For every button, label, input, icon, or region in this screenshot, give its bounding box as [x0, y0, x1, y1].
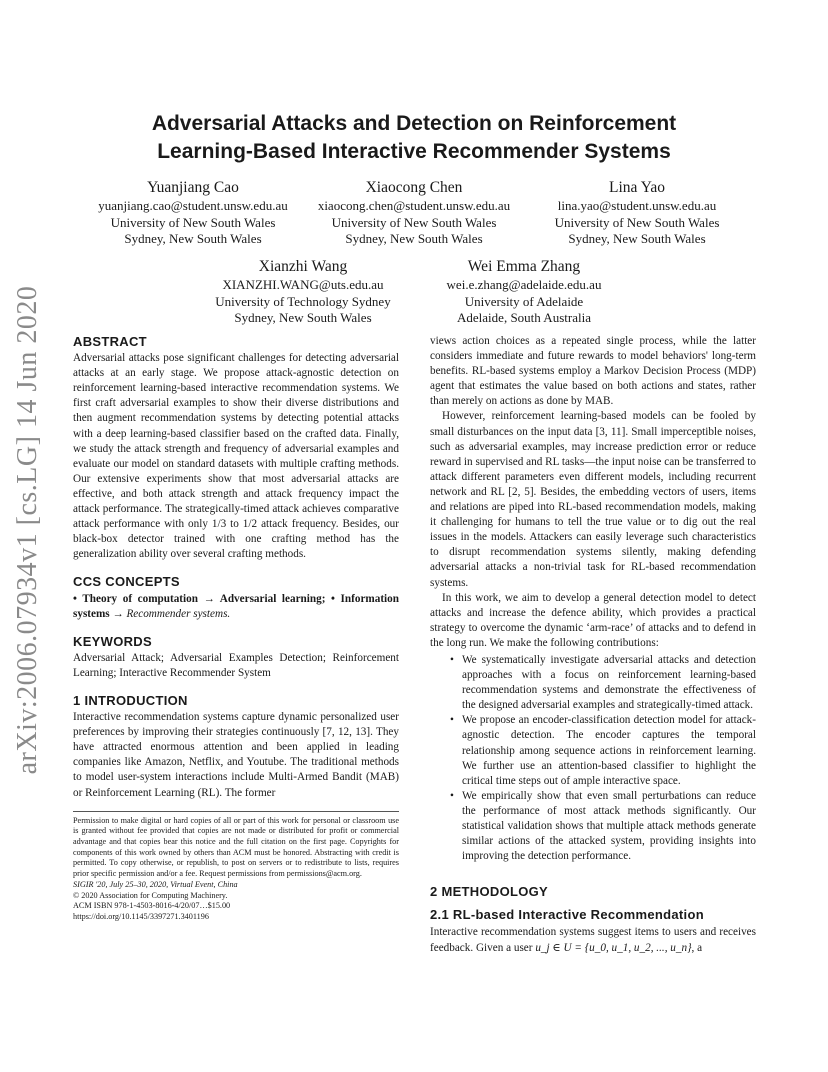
methodology-text-end: , a	[691, 941, 703, 954]
author-email: xiaocong.chen@student.unsw.edu.au	[317, 198, 511, 213]
author-location: Adelaide, South Australia	[457, 310, 591, 325]
author-block	[78, 178, 308, 248]
intro-paragraph-1: Interactive recommendation systems capture dynamic personalized user preferences by improving their strategies continuously [7, 12, 13]. They have attracted enormous attention and been applied in leading companies like Amazon, Netflix, and Youtube. The traditional methods to model user-system interactions include Multi-Armed Bandit (MAB) or Reinforcement Learning (RL). The former	[73, 711, 399, 799]
contribution-list	[430, 653, 756, 864]
keywords-heading: KEYWORDS	[73, 633, 152, 649]
author-affiliation: University of New South Wales	[554, 214, 720, 230]
author-email: wei.e.zhang@adelaide.edu.au	[446, 277, 602, 292]
intro-paragraph-1-continued: views action choices as a repeated single process, while the latter considers immediate and future rewards to model behaviors' long-term benefits. RL-based systems employ a Markov Decision Process (MDP) agent that estimates the value based on both actions and states, rather than merely on actions as done by MAB.	[430, 335, 756, 408]
author-affiliation: University of Adelaide	[464, 293, 584, 309]
author-email: yuanjiang.cao@student.unsw.edu.au	[98, 198, 288, 213]
doi-text: https://doi.org/10.1145/3397271.3401196	[73, 911, 209, 921]
permission-text: Permission to make digital or hard copies of all or part of this work for personal or classroom use is granted without fee provided that copies are not made or distributed for profit or commercial advantage and that copies bear this notice and the full citation on the first page. Copyrights for components of this work owned by others than ACM must be honored. Abstracting with credit is permitted. To copy otherwise, or republish, to post on servers or to redistribute to lists, requires prior specific permission and/or a fee. Request permissions from permissions@acm.org.	[73, 815, 399, 879]
title-line-1: Adversarial Attacks and Detection on Reinforcement	[151, 112, 677, 135]
venue-text: SIGIR '20, July 25–30, 2020, Virtual Event, China	[73, 879, 238, 889]
permission-footnote	[73, 816, 399, 923]
author-affiliation: University of New South Wales	[110, 214, 276, 230]
author-location: Sydney, New South Wales	[124, 231, 262, 246]
list-item: • We systematically investigate adversarial attacks and detection approaches with a focus on reinforcement learning-based recommendation systems and demonstrate the effectiveness of the designed adversarial examples and strategically-timed attack.	[430, 653, 756, 713]
footnote-rule	[73, 811, 399, 812]
subsection-heading: 2.1 RL-based Interactive Recommendation	[430, 907, 704, 923]
ccs-concepts	[73, 592, 399, 622]
user-set-formula: u_j ∈ U = {u_0, u_1, u_2, ..., u_n}	[535, 941, 692, 954]
author-affiliation: University of New South Wales	[331, 214, 497, 230]
methodology-text-start: Interactive recommendation systems suggest items to users and receives feedback. Given a user	[430, 926, 756, 954]
isbn-text: ACM ISBN 978-1-4503-8016-4/20/07…$15.00	[73, 901, 231, 911]
paper-title	[100, 110, 728, 166]
keywords-text: Adversarial Attack; Adversarial Examples Detection; Reinforcement Learning; Interactive Recommender System	[73, 651, 399, 679]
author-email: XIANZHI.WANG@uts.edu.au	[222, 277, 384, 292]
intro-heading: 1 INTRODUCTION	[73, 692, 188, 708]
right-column	[430, 334, 756, 956]
author-block	[188, 257, 418, 327]
author-block	[409, 257, 639, 327]
methodology-text	[430, 925, 756, 955]
author-affiliation: University of Technology Sydney	[215, 293, 391, 309]
ccs-concept-2-leaf: Recommender systems.	[123, 607, 231, 620]
abstract-text: Adversarial attacks pose significant challenges for detecting adversarial attacks at an early stage. We propose attack-agnostic detection on reinforcement learning-based interactive recommendation systems. We first craft adversarial examples to show their diverse distributions and then augment recommendation systems by detecting potential attacks with a deep learning-based classifier based on the crafted data. Finally, we study the attack strength and frequency of adversarial examples and evaluate our model on standard datasets with multiple crafting methods. Our extensive experiments show that most adversarial attacks are effective, and both attack strength and attack frequency impact the attack performance. The strategically-timed attack achieves comparative attack performance with only 1/3 to 1/2 attack frequency. Besides, our black-box detector trained with one crafting method has the generalization ability over several crafting methods.	[73, 352, 399, 561]
author-location: Sydney, New South Wales	[234, 310, 372, 325]
intro-paragraph-2: However, reinforcement learning-based models can be fooled by small disturbances on the input data [3, 11]. Small imperceptible noises, such as adversarial examples, may increase prediction error or reduce reward in supervised and RL tasks—the input noise can be transferred to attack different parameters even different models, including recurrent network and RL [2, 5]. Besides, the embedding vectors of users, items and relations are piped into RL-based recommendation models, making it challenging for humans to tell the true value or to dig out the real issues in the models. Attackers can easily leverage such characteristics to disrupt recommendation systems silently, making defending adversarial attacks a non-trivial task for RL-based recommendation systems.	[430, 410, 756, 589]
author-block	[522, 178, 752, 248]
author-name: Yuanjiang Cao	[147, 179, 239, 196]
ccs-concept-1: • Theory of computation → Adversarial learning;	[73, 592, 326, 605]
ccs-concept-2: • Information systems →	[73, 592, 399, 620]
author-location: Sydney, New South Wales	[568, 231, 706, 246]
abstract-heading: ABSTRACT	[73, 334, 147, 349]
author-name: Xiaocong Chen	[365, 179, 463, 196]
author-name: Xianzhi Wang	[258, 258, 348, 275]
methodology-heading: 2 METHODOLOGY	[430, 884, 549, 900]
left-column	[73, 334, 399, 923]
list-item: • We empirically show that even small perturbations can reduce the performance of most attack methods significantly. Our statistical validation shows that multiple attack methods generate similar actions of the attacked system, providing insights into improving the detection performance.	[430, 789, 756, 864]
ccs-heading: CCS CONCEPTS	[73, 574, 180, 590]
arxiv-stamp: arXiv:2006.07934v1 [cs.LG] 14 Jun 2020	[12, 285, 43, 775]
copyright-text: © 2020 Association for Computing Machinery.	[73, 890, 228, 900]
author-block	[299, 178, 529, 248]
intro-paragraph-3: In this work, we aim to develop a general detection model to detect attacks and increase the defence ability, which provides a practical strategy to overcome the dynamic ‘arm-race’ of attacks and to defend in the long run. We make the following contributions:	[430, 591, 756, 649]
title-line-2: Learning-Based Interactive Recommender Systems	[157, 140, 671, 163]
author-email: lina.yao@student.unsw.edu.au	[557, 198, 717, 213]
author-name: Wei Emma Zhang	[467, 258, 581, 275]
author-location: Sydney, New South Wales	[345, 231, 483, 246]
author-name: Lina Yao	[609, 179, 665, 196]
list-item: • We propose an encoder-classification detection model for attack-agnostic detection. The encoder captures the temporal relationship among sequence actions in reinforcement learning. We further use an attention-based classifier to highlight the critical time steps out of ample interactive space.	[430, 713, 756, 788]
